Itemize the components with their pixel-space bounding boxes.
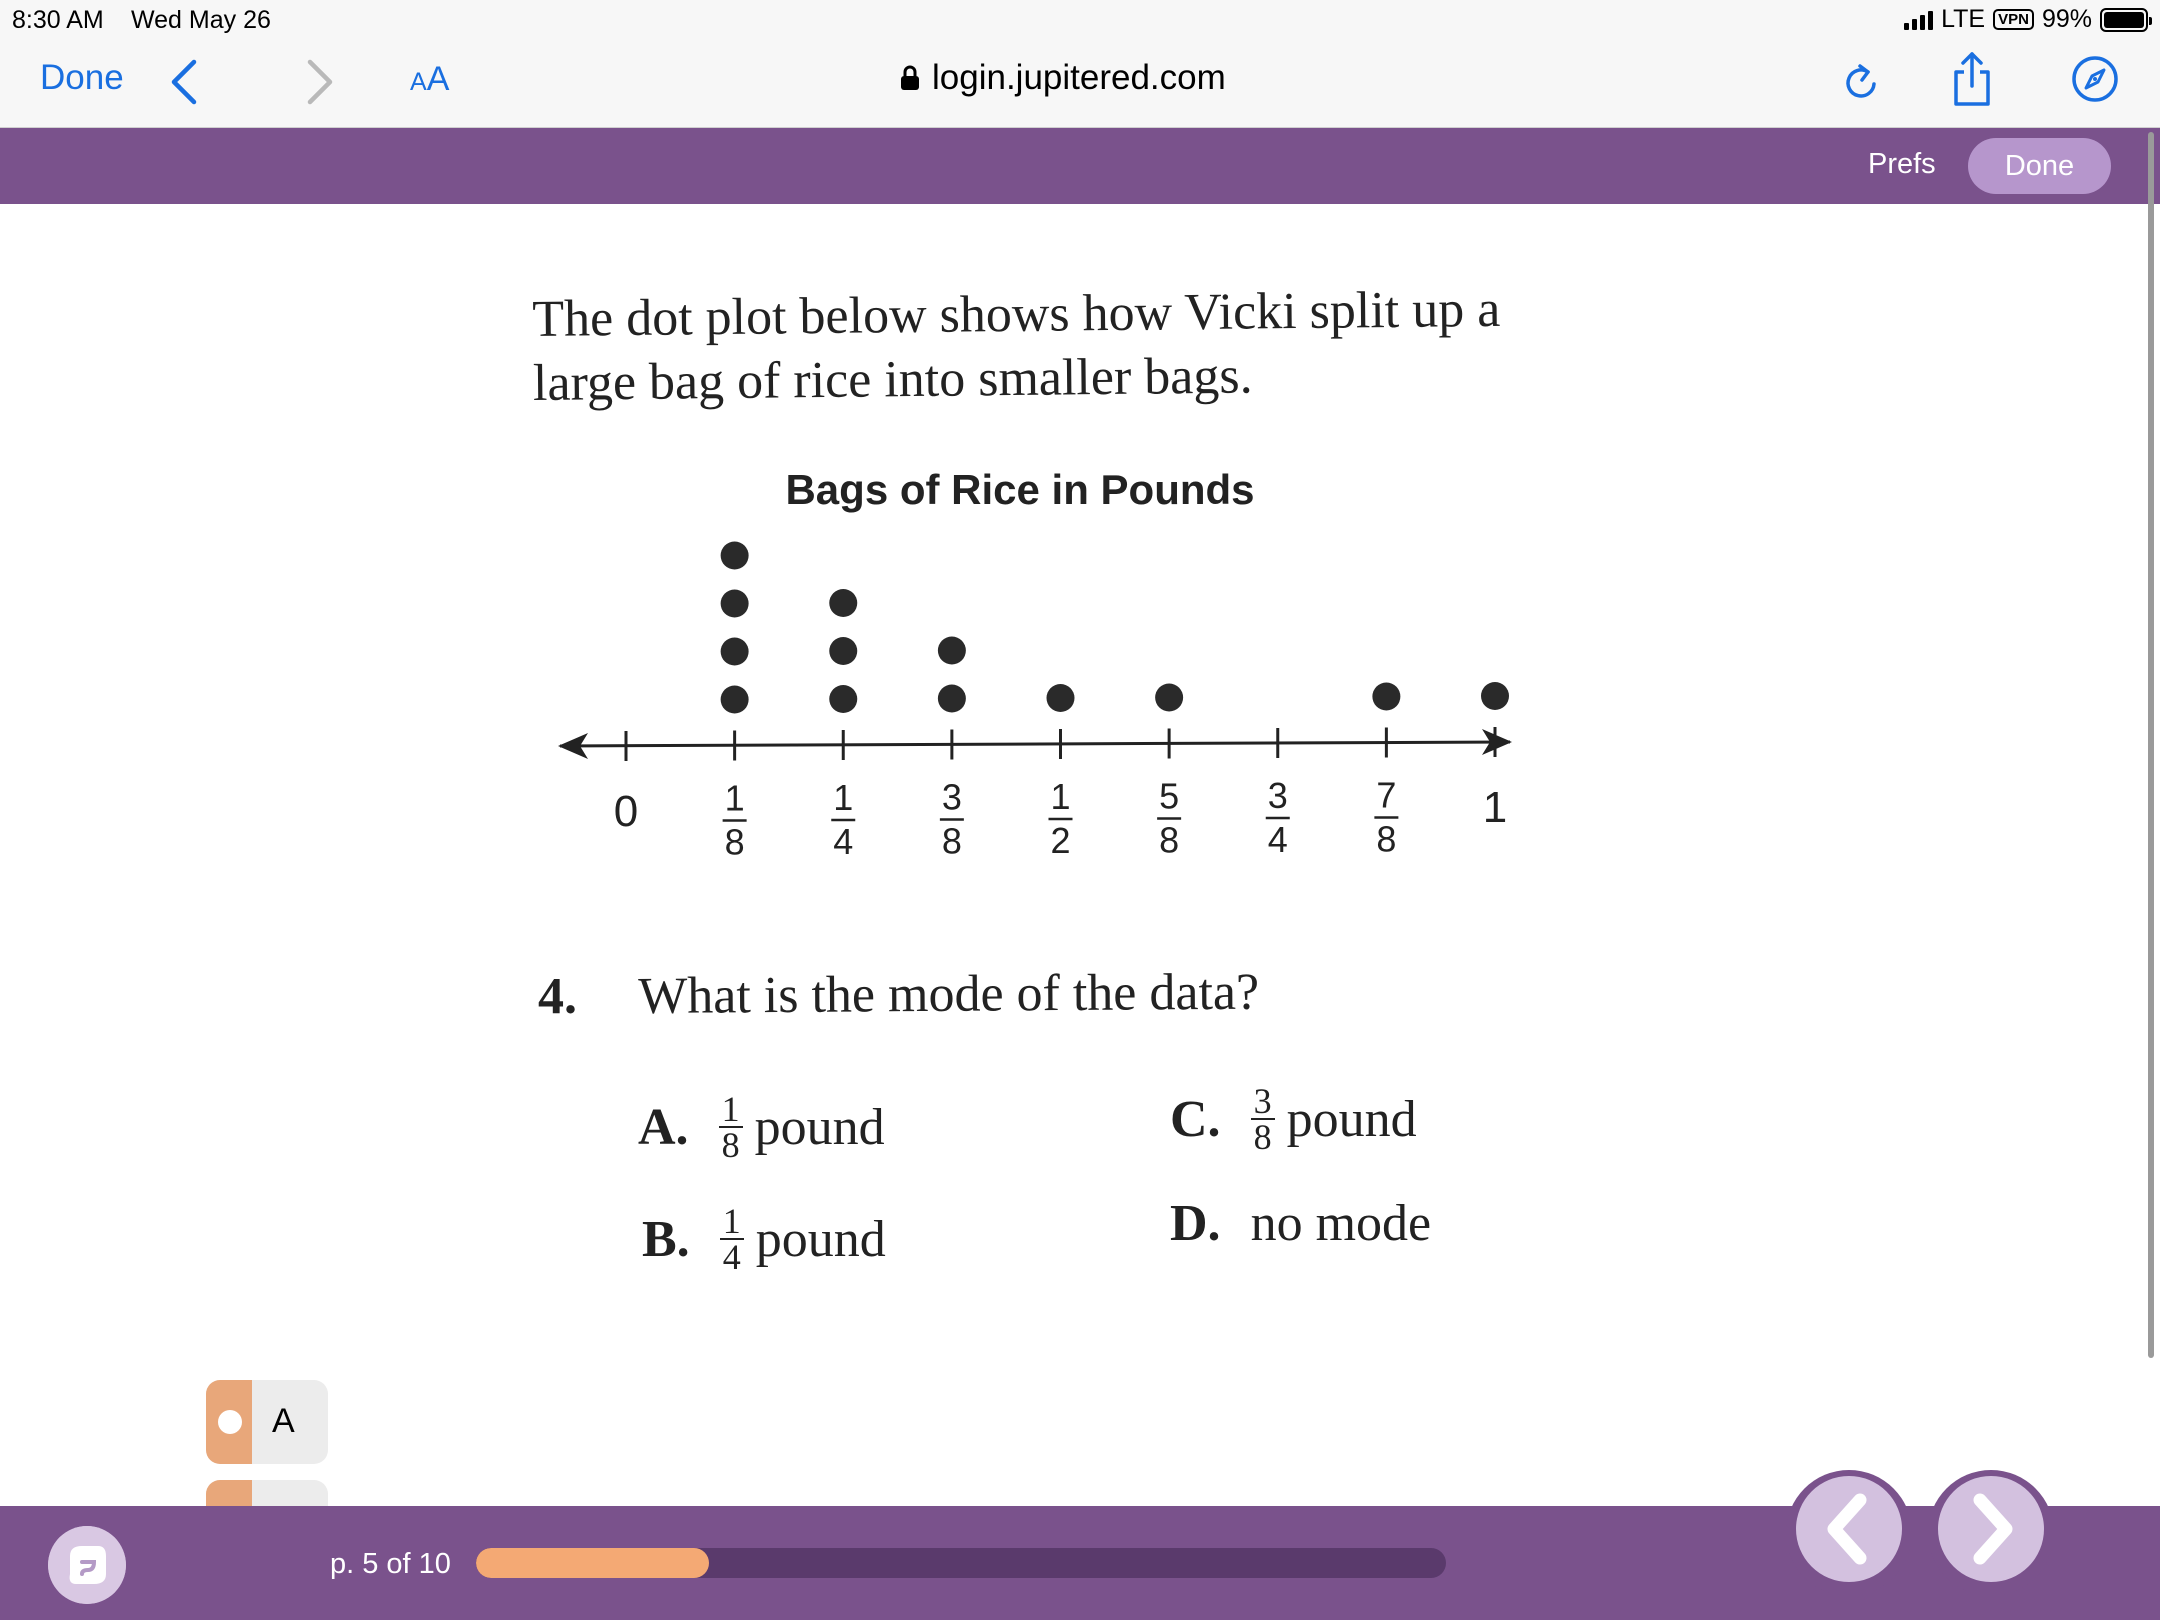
answer-label: A — [272, 1402, 295, 1440]
question-number: 4. — [538, 968, 577, 1025]
dot-plot — [540, 454, 1520, 874]
data-dot — [1372, 683, 1400, 711]
choice-a-numerator: 1 — [719, 1092, 743, 1128]
prefs-button[interactable]: Prefs — [1868, 148, 1936, 180]
data-dot — [721, 686, 749, 714]
jupiter-logo-icon[interactable] — [48, 1526, 126, 1604]
choice-a — [638, 1089, 885, 1165]
data-dot — [938, 637, 966, 665]
question-content — [0, 204, 2160, 1504]
network-label: LTE — [1941, 5, 1986, 33]
choice-a-letter: A. — [638, 1098, 689, 1156]
choice-a-fraction — [719, 1089, 743, 1165]
data-dot — [1481, 682, 1509, 710]
text-size-small-label: A — [410, 68, 427, 96]
status-time: 8:30 AM — [12, 6, 104, 34]
tick-label-denominator: 2 — [1050, 820, 1071, 861]
axis-line — [560, 742, 1510, 746]
number-line — [558, 729, 1512, 759]
progress-bar — [476, 1548, 1446, 1578]
browser-toolbar — [0, 40, 2160, 128]
choice-c-numerator: 3 — [1251, 1084, 1275, 1120]
question-intro: The dot plot below shows how Vicki split up a large bag of rice into smaller bags. — [532, 280, 1501, 412]
page-indicator: p. 5 of 10 — [330, 1548, 451, 1580]
choice-c-denominator: 8 — [1253, 1117, 1272, 1157]
data-dot — [721, 638, 749, 666]
compass-icon[interactable] — [2070, 54, 2120, 104]
choice-a-unit: pound — [754, 1098, 885, 1156]
data-dot — [829, 637, 857, 665]
tick-label: 0 — [613, 787, 639, 836]
tick-label-numerator: 7 — [1376, 774, 1397, 816]
question-text: What is the mode of the data? — [638, 963, 1260, 1025]
choice-d-text: no mode — [1250, 1195, 1432, 1252]
choice-b-fraction — [720, 1201, 744, 1277]
data-dot — [721, 542, 749, 570]
back-chevron-icon[interactable] — [164, 54, 204, 110]
tick-label-numerator: 5 — [1159, 775, 1180, 817]
tick-label: 1 — [1482, 783, 1508, 832]
tick-label-numerator: 3 — [1267, 775, 1288, 816]
choice-d-letter: D. — [1170, 1195, 1221, 1252]
forward-chevron-icon[interactable] — [300, 54, 340, 110]
lock-icon — [900, 65, 920, 91]
data-dot — [938, 685, 966, 713]
app-header — [0, 128, 2160, 204]
choice-d — [1170, 1194, 1431, 1253]
tick-label-numerator: 3 — [941, 776, 962, 818]
next-page-button[interactable] — [1938, 1476, 2044, 1582]
data-dot — [829, 685, 857, 713]
tick-label-denominator: 8 — [724, 821, 745, 863]
tick-label-denominator: 8 — [1376, 818, 1397, 860]
data-dots — [721, 542, 1509, 714]
tick-label-numerator: 1 — [833, 777, 854, 818]
data-dot — [1047, 684, 1075, 712]
battery-icon — [2100, 8, 2148, 32]
answer-option-a[interactable] — [206, 1380, 328, 1464]
data-dot — [829, 589, 857, 617]
status-indicators — [1904, 5, 2148, 34]
text-size-button[interactable] — [410, 60, 449, 99]
chart-title: Bags of Rice in Pounds — [785, 466, 1255, 513]
choice-b-numerator: 1 — [720, 1204, 744, 1240]
tick-label-denominator: 4 — [833, 821, 854, 862]
choice-b-letter: B. — [642, 1210, 690, 1268]
data-dot — [721, 590, 749, 618]
battery-percent: 99% — [2041, 5, 2092, 33]
share-icon[interactable] — [1950, 50, 1994, 108]
tick-marks — [614, 727, 1507, 863]
choice-c-letter: C. — [1170, 1090, 1221, 1148]
app-done-button[interactable]: Done — [1968, 138, 2111, 194]
url-text: login.jupitered.com — [932, 58, 1226, 97]
choice-c-unit: pound — [1286, 1090, 1417, 1148]
status-bar — [0, 0, 2160, 40]
text-size-large-label: A — [426, 60, 450, 98]
choice-b-unit: pound — [755, 1210, 886, 1268]
status-date: Wed May 26 — [131, 6, 271, 34]
choice-a-denominator: 8 — [721, 1125, 740, 1165]
choice-c — [1170, 1081, 1417, 1157]
progress-fill — [476, 1548, 709, 1578]
tick-label-denominator: 4 — [1267, 819, 1288, 860]
reload-icon[interactable] — [1840, 58, 1884, 106]
bottom-bar — [0, 1506, 2160, 1620]
data-dot — [1155, 684, 1183, 712]
vpn-badge: VPN — [1993, 9, 2034, 30]
radio-dot-icon — [218, 1410, 242, 1434]
choice-b — [642, 1201, 886, 1277]
browser-done-button[interactable]: Done — [40, 58, 124, 97]
choice-b-denominator: 4 — [722, 1237, 741, 1277]
address-bar[interactable] — [900, 58, 1226, 98]
tick-label-numerator: 1 — [724, 777, 745, 819]
choice-c-fraction — [1251, 1081, 1275, 1157]
tick-label-numerator: 1 — [1050, 776, 1071, 817]
tick-label-denominator: 8 — [1159, 819, 1180, 861]
signal-icon — [1904, 10, 1933, 30]
previous-page-button[interactable] — [1796, 1476, 1902, 1582]
tick-label-denominator: 8 — [941, 820, 962, 862]
